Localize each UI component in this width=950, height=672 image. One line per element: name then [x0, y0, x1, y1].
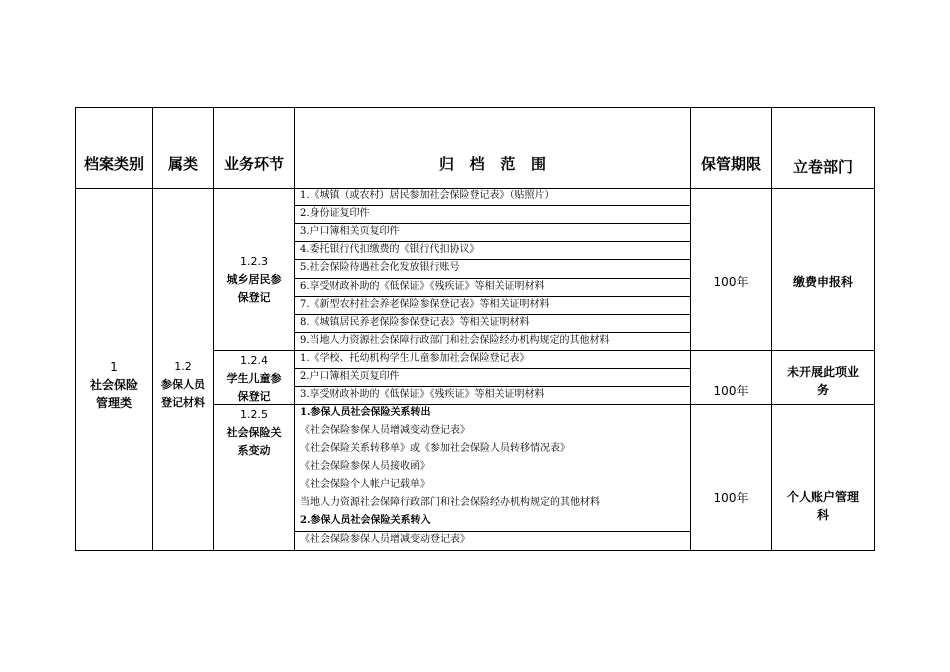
dept-cell — [772, 486, 874, 526]
list-item: 3.户口簿相关页复印件 — [300, 226, 400, 237]
list-item: 5.社会保险待遇社会化发放银行账号 — [300, 262, 460, 273]
category-cell — [76, 355, 152, 415]
list-item: 2.身份证复印件 — [300, 208, 370, 219]
category-number: 1 — [110, 360, 118, 374]
list-item: 2.户口簿相关页复印件 — [300, 371, 400, 382]
list-item: 《社会保险参保人员增减变动登记表》 — [300, 534, 470, 545]
list-item: 9.当地人力资源社会保障行政部门和社会保险经办机构规定的其他材料 — [300, 335, 610, 346]
business-cell — [214, 252, 294, 308]
row-line — [294, 259, 690, 260]
business-number: 1.2.4 — [240, 354, 268, 367]
col-border-4 — [690, 107, 691, 551]
business-cell — [214, 406, 294, 460]
col-border-2 — [213, 107, 214, 551]
row-line — [294, 241, 690, 242]
col-border-3 — [294, 107, 295, 551]
row-line — [294, 205, 690, 206]
header-dept: 立卷部门 — [792, 158, 853, 176]
business-name-line1: 社会保险关 — [226, 426, 282, 439]
business-number: 1.2.3 — [240, 255, 268, 268]
dept-value-line2: 务 — [816, 383, 829, 397]
list-item: 1.《城镇（或农村）居民参加社会保险登记表》（贴照片） — [300, 190, 555, 201]
list-item: 4.委托银行代扣缴费的《银行代扣协议》 — [300, 244, 480, 255]
group-line — [213, 404, 874, 405]
business-name-line2: 保登记 — [237, 390, 271, 403]
col-border-0 — [75, 107, 76, 551]
list-item: 6.享受财政补助的《低保证》《残疾证》等相关证明材料 — [300, 281, 545, 292]
dept-value-line1: 个人账户管理 — [786, 490, 859, 504]
header-category: 档案类别 — [83, 155, 144, 173]
row-line — [294, 223, 690, 224]
list-subheading: 1.参保人员社会保险关系转出 — [300, 407, 431, 418]
list-item: 《社会保险关系转移单》或《参加社会保险人员转移情况表》 — [300, 443, 570, 454]
group-line — [213, 350, 874, 351]
class-number: 1.2 — [174, 360, 192, 373]
category-name-line1: 社会保险 — [89, 378, 138, 392]
class-cell — [153, 355, 213, 415]
business-name-line1: 城乡居民参 — [226, 273, 282, 286]
business-name-line2: 系变动 — [237, 444, 271, 457]
row-line — [294, 278, 690, 279]
business-cell — [214, 352, 294, 406]
row-line — [294, 296, 690, 297]
list-item: 《社会保险个人帐户记载单》 — [300, 479, 430, 490]
header-business: 业务环节 — [223, 155, 284, 173]
row-line — [294, 332, 690, 333]
col-border-1 — [152, 107, 153, 551]
list-item: 《社会保险参保人员接收函》 — [300, 461, 430, 472]
business-name-line2: 保登记 — [237, 291, 271, 304]
list-item: 当地人力资源社会保障行政部门和社会保险经办机构规定的其他材料 — [300, 497, 600, 508]
row-line — [294, 314, 690, 315]
header-class: 属类 — [167, 155, 198, 173]
dept-value: 缴费申报科 — [792, 275, 853, 289]
table-bottom-border — [75, 550, 875, 551]
business-number: 1.2.5 — [240, 408, 268, 421]
header-scope: 归 档 范 围 — [439, 155, 546, 173]
row-line — [294, 531, 690, 532]
class-name-line2: 登记材料 — [161, 396, 205, 409]
header-period: 保管期限 — [700, 155, 761, 173]
list-subheading: 2.参保人员社会保险关系转入 — [300, 515, 431, 526]
business-name-line1: 学生儿童参 — [226, 372, 282, 385]
table-top-border — [75, 107, 875, 108]
header-bottom-border — [75, 188, 875, 189]
col-border-6 — [874, 107, 875, 551]
category-name-line2: 管理类 — [95, 396, 132, 410]
dept-value-line2: 科 — [816, 508, 829, 522]
list-item: 3.享受财政补助的《低保证》《残疾证》等相关证明材料 — [300, 389, 545, 400]
period-value: 100年 — [713, 491, 749, 505]
list-item: 《社会保险参保人员增减变动登记表》 — [300, 425, 470, 436]
period-value: 100年 — [713, 384, 749, 398]
row-line — [294, 368, 690, 369]
dept-value-line1: 未开展此项业 — [786, 365, 859, 379]
period-value: 100年 — [713, 275, 749, 289]
list-item: 1.《学校、托幼机构学生儿童参加社会保险登记表》 — [300, 353, 530, 364]
list-item: 7.《新型农村社会养老保险参保登记表》等相关证明材料 — [300, 299, 550, 310]
list-item: 8.《城镇居民养老保险参保登记表》等相关证明材料 — [300, 317, 530, 328]
class-name-line1: 参保人员 — [161, 378, 205, 391]
dept-cell — [772, 362, 874, 400]
row-line — [294, 386, 690, 387]
